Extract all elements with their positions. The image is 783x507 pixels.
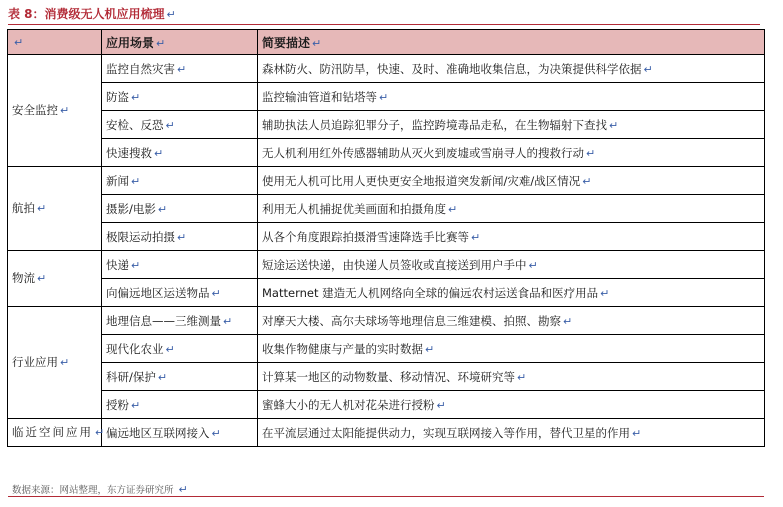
source-note: 数据来源：网站整理，东方证券研究所 ↵ [12, 483, 188, 496]
table-row [8, 335, 765, 363]
bottom-divider [8, 496, 764, 497]
description-text: Matternet 建造无人机网络向全球的偏远农村运送食品和医疗用品 [262, 285, 599, 300]
scene-label: 向偏远地区运送物品 [106, 285, 210, 300]
description-cell [258, 363, 765, 391]
scene-label: 偏远地区互联网接入 [106, 425, 210, 440]
table-row [8, 195, 765, 223]
scene-cell [102, 363, 258, 391]
table-header-row [8, 30, 765, 55]
drone-applications-table [7, 29, 765, 447]
scene-cell [102, 111, 258, 139]
paragraph-mark-icon: ↵ [37, 202, 47, 215]
paragraph-mark-icon: ↵ [177, 62, 187, 76]
table-row [8, 55, 765, 83]
table-row [8, 307, 765, 335]
category-label: 临近空间应用 [12, 425, 93, 439]
description-text: 计算某一地区的动物数量、移动情况、环境研究等 [262, 369, 515, 384]
paragraph-mark-icon: ↵ [582, 174, 592, 188]
table-row [8, 419, 765, 447]
scene-label: 快递 [106, 257, 129, 272]
paragraph-mark-icon: ↵ [154, 146, 164, 160]
description-text: 森林防火、防汛防旱，快速、及时、准确地收集信息，为决策提供科学依据 [262, 61, 642, 76]
description-cell [258, 223, 765, 251]
table-row [8, 223, 765, 251]
paragraph-mark-icon: ↵ [563, 314, 573, 328]
table-row [8, 139, 765, 167]
description-text: 收集作物健康与产量的实时数据 [262, 341, 423, 356]
description-cell [258, 251, 765, 279]
paragraph-mark-icon: ↵ [60, 356, 70, 369]
paragraph-mark-icon: ↵ [312, 36, 322, 50]
scene-label: 快速搜救 [106, 145, 152, 160]
paragraph-mark-icon: ↵ [165, 118, 175, 132]
scene-cell [102, 419, 258, 447]
category-cell [8, 55, 102, 167]
paragraph-mark-icon: ↵ [157, 370, 168, 384]
paragraph-mark-icon: ↵ [178, 483, 188, 496]
description-cell [258, 167, 765, 195]
paragraph-mark-icon: ↵ [211, 286, 221, 300]
description-text: 在平流层通过太阳能提供动力，实现互联网接入等作用，替代卫星的作用 [262, 425, 630, 440]
scene-label: 授粉 [106, 397, 129, 412]
description-text: 无人机利用红外传感器辅助从灭火到废墟或雪崩寻人的搜救行动 [262, 145, 584, 160]
paragraph-mark-icon: ↵ [517, 370, 527, 384]
paragraph-mark-icon: ↵ [157, 202, 168, 216]
scene-label: 监控自然灾害 [106, 61, 175, 76]
scene-cell [102, 55, 258, 83]
scene-cell [102, 279, 258, 307]
description-text: 蜜蜂大小的无人机对花朵进行授粉 [262, 397, 435, 412]
description-text: 监控输油管道和钻塔等 [262, 89, 377, 104]
paragraph-mark-icon: ↵ [528, 258, 538, 272]
paragraph-mark-icon: ↵ [632, 426, 642, 440]
scene-cell [102, 335, 258, 363]
paragraph-mark-icon: ↵ [131, 90, 141, 104]
description-cell [258, 391, 765, 419]
paragraph-mark-icon: ↵ [177, 230, 187, 244]
paragraph-mark-icon: ↵ [609, 118, 619, 132]
description-text: 从各个角度跟踪拍摄滑雪速降选手比赛等 [262, 229, 469, 244]
scene-label: 摄影/电影 [106, 201, 156, 216]
paragraph-mark-icon: ↵ [60, 104, 70, 117]
description-cell [258, 307, 765, 335]
scene-cell [102, 83, 258, 111]
category-label: 物流 [12, 271, 35, 285]
table-row [8, 111, 765, 139]
description-cell [258, 279, 765, 307]
description-text: 辅助执法人员追踪犯罪分子，监控跨境毒品走私，在生物辐射下查找 [262, 117, 607, 132]
table-body [8, 55, 765, 447]
paragraph-mark-icon: ↵ [471, 230, 481, 244]
scene-label: 防盗 [106, 89, 129, 104]
paragraph-mark-icon: ↵ [37, 272, 47, 285]
description-cell [258, 83, 765, 111]
description-cell [258, 55, 765, 83]
description-cell [258, 335, 765, 363]
scene-cell [102, 167, 258, 195]
scene-cell [102, 195, 258, 223]
category-label: 安全监控 [12, 103, 58, 117]
scene-label: 科研/保护 [106, 369, 156, 384]
paragraph-mark-icon: ↵ [165, 342, 175, 356]
paragraph-mark-icon: ↵ [131, 398, 141, 412]
paragraph-mark-icon: ↵ [166, 8, 176, 21]
description-cell [258, 195, 765, 223]
scene-label: 安检、反恐 [106, 117, 164, 132]
header-blank-cell [8, 30, 102, 55]
category-cell [8, 167, 102, 251]
paragraph-mark-icon: ↵ [436, 398, 446, 412]
scene-label: 新闻 [106, 173, 129, 188]
category-label: 行业应用 [12, 355, 58, 369]
paragraph-mark-icon: ↵ [600, 286, 610, 300]
paragraph-mark-icon: ↵ [14, 36, 24, 49]
table-row [8, 279, 765, 307]
header-scene: 应用场景 ↵ [102, 30, 258, 55]
description-text: 使用无人机可比用人更快更安全地报道突发新闻/灾难/战区情况 [262, 173, 581, 188]
table-row [8, 363, 765, 391]
description-text: 对摩天大楼、高尔夫球场等地理信息三维建模、拍照、勘察 [262, 313, 561, 328]
paragraph-mark-icon: ↵ [379, 90, 389, 104]
category-cell [8, 307, 102, 419]
description-cell [258, 419, 765, 447]
category-cell [8, 419, 107, 447]
table-caption [8, 4, 760, 25]
paragraph-mark-icon: ↵ [448, 202, 458, 216]
table-row [8, 391, 765, 419]
scene-cell [102, 251, 258, 279]
paragraph-mark-icon: ↵ [131, 258, 141, 272]
scene-cell [102, 391, 258, 419]
description-cell [258, 111, 765, 139]
paragraph-mark-icon: ↵ [223, 314, 233, 328]
table-row [8, 83, 765, 111]
description-cell [258, 139, 765, 167]
scene-label: 地理信息——三维测量 [106, 313, 221, 328]
scene-label: 现代化农业 [106, 341, 164, 356]
paragraph-mark-icon: ↵ [425, 342, 435, 356]
paragraph-mark-icon: ↵ [643, 62, 653, 76]
category-cell [8, 251, 102, 307]
paragraph-mark-icon: ↵ [131, 174, 141, 188]
table-row [8, 251, 765, 279]
table-row [8, 167, 765, 195]
scene-cell [102, 139, 258, 167]
description-text: 利用无人机捕捉优美画面和拍摄角度 [262, 201, 446, 216]
paragraph-mark-icon: ↵ [95, 426, 107, 439]
paragraph-mark-icon: ↵ [156, 36, 166, 50]
scene-label: 极限运动拍摄 [106, 229, 175, 244]
category-label: 航拍 [12, 201, 35, 215]
header-description: 简要描述 ↵ [258, 30, 765, 55]
paragraph-mark-icon: ↵ [211, 426, 221, 440]
scene-cell [102, 307, 258, 335]
paragraph-mark-icon: ↵ [586, 146, 596, 160]
table-title: 表 8：消费级无人机应用梳理 [8, 7, 165, 21]
scene-cell [102, 223, 258, 251]
description-text: 短途运送快递，由快递人员签收或直接送到用户手中 [262, 257, 527, 272]
